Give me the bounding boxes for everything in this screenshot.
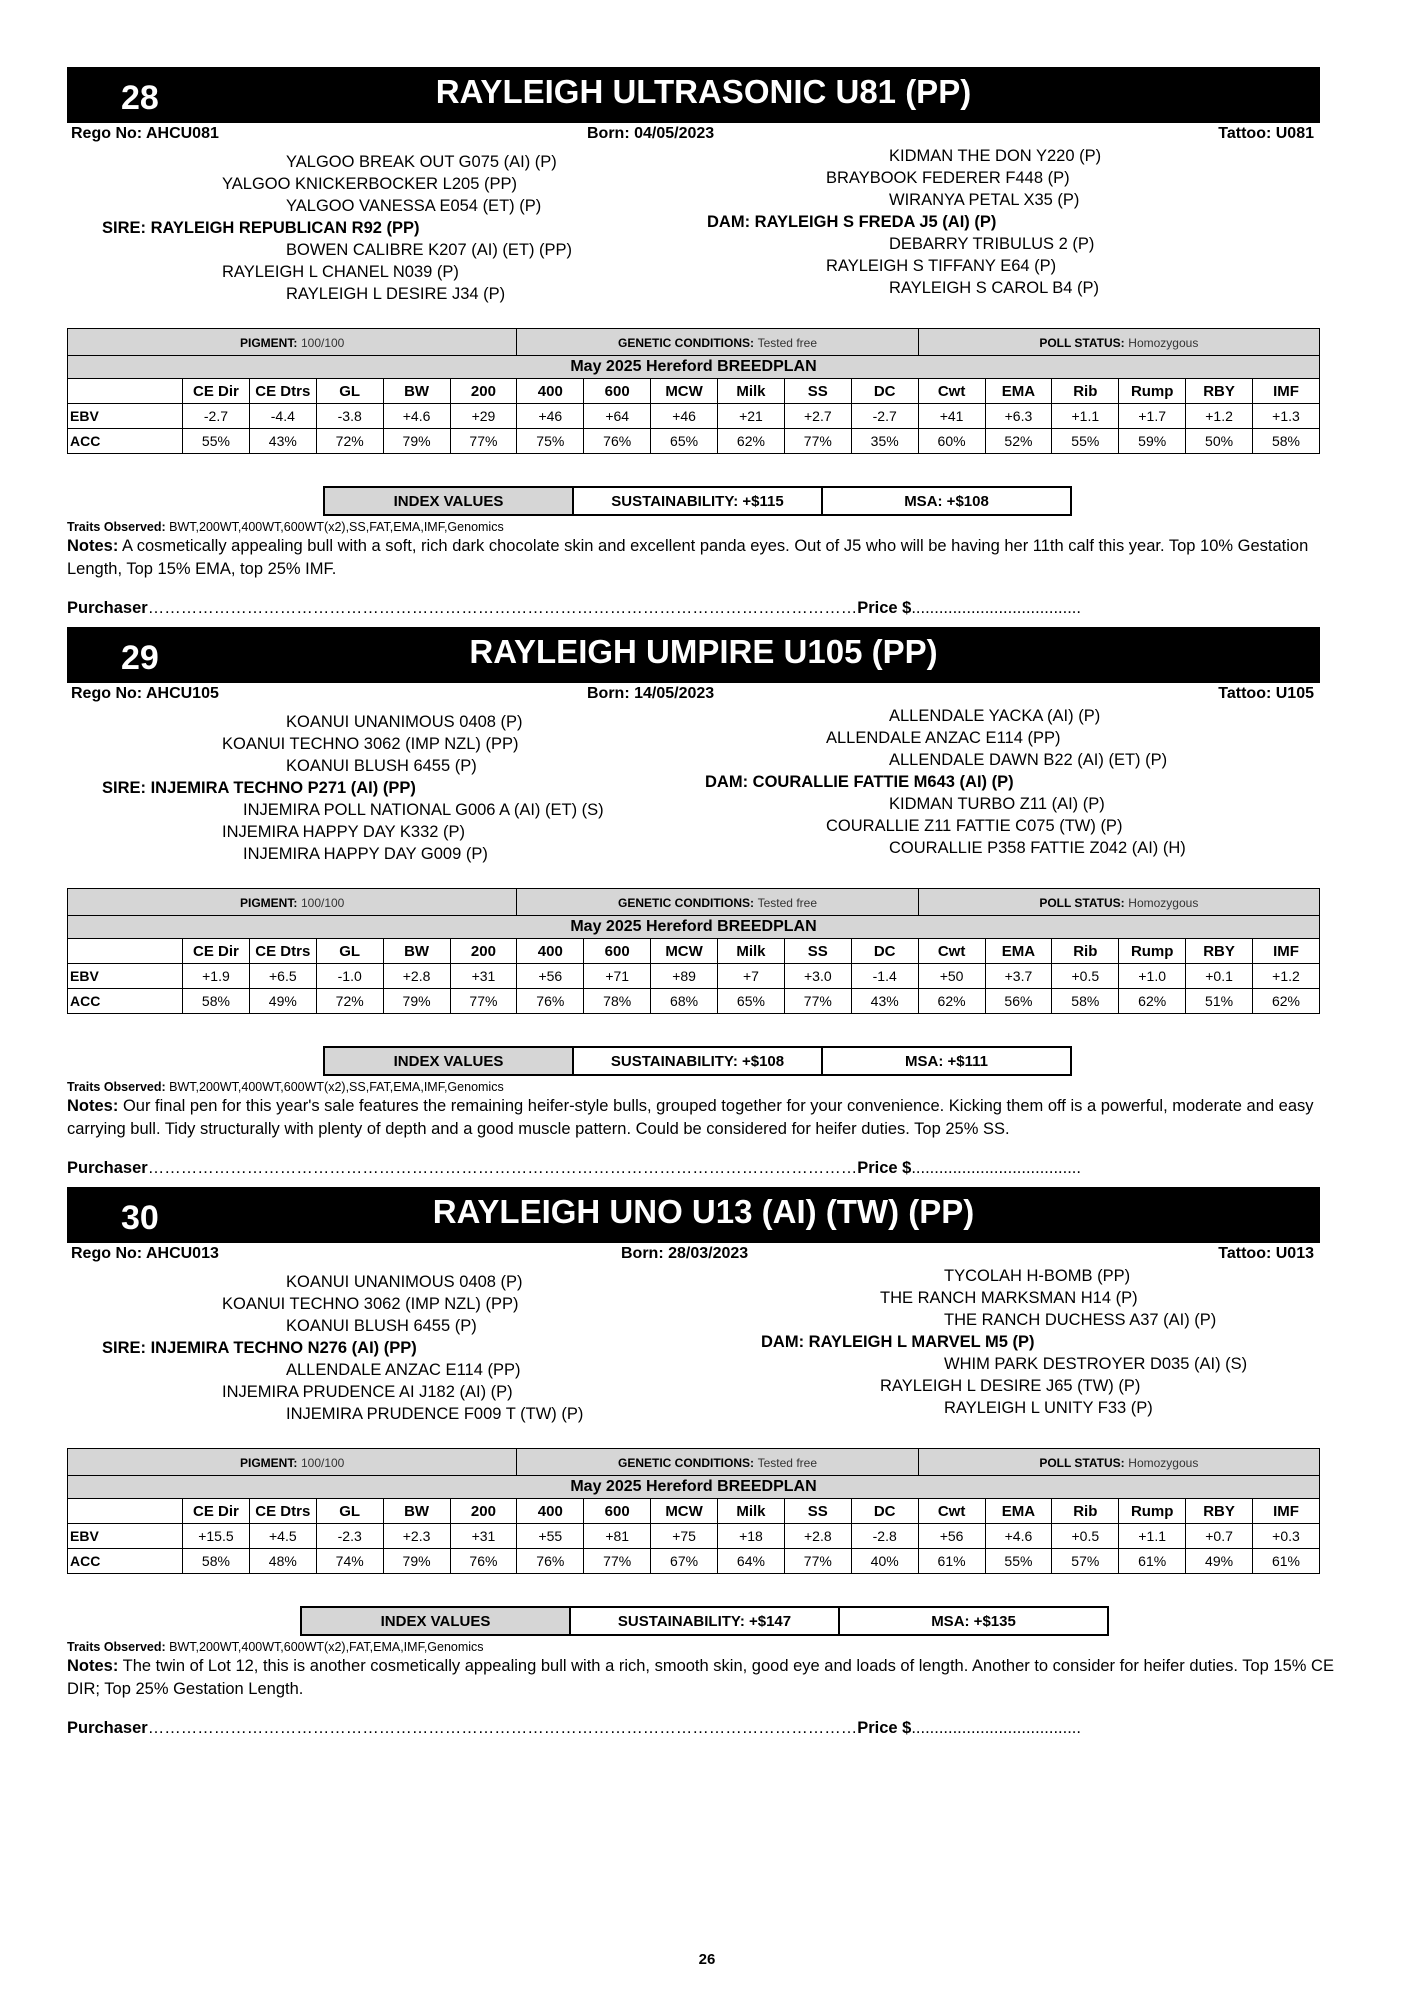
lot-30 [67, 1187, 1334, 1737]
traits-observed: Traits Observed: BWT,200WT,400WT,600WT(x2),SS,FAT,EMA,IMF,Genomics [67, 1080, 504, 1094]
lot-29 [67, 627, 1320, 1177]
breedplan-table [67, 1448, 1320, 1574]
sire-sire: KOANUI TECHNO 3062 (IMP NZL) (PP) [222, 1295, 519, 1313]
rego-number: Rego No: AHCU013 [71, 1245, 219, 1262]
id-row [67, 123, 1320, 145]
genetic-conditions-cell: GENETIC CONDITIONS: Tested free [517, 1449, 918, 1476]
index-values [323, 486, 1072, 516]
breedplan-title: May 2025 Hereford BREEDPLAN [68, 916, 1320, 939]
sire: SIRE: RAYLEIGH REPUBLICAN R92 (PP) [102, 219, 420, 237]
ebv-columns-row: CE Dir CE Dtrs GL BW 200 400 600 MCW Milk SS DC Cwt EMA Rib Rump RBY IMF [68, 379, 1320, 404]
dam-sire-dam: ALLENDALE DAWN B22 (AI) (ET) (P) [889, 751, 1168, 769]
purchaser-line: Purchaser…………………………………………………………………………………………………………………Price $..................................... [67, 1159, 1081, 1177]
pedigree [67, 705, 1320, 895]
dam-sire-sire: ALLENDALE YACKA (AI) (P) [889, 707, 1101, 725]
sire-sire: YALGOO KNICKERBOCKER L205 (PP) [222, 175, 517, 193]
sustainability-index: SUSTAINABILITY: +$108 [573, 1047, 822, 1075]
notes: Notes: The twin of Lot 12, this is another cosmetically appealing bull with a rich, smooth skin, good eye and loads of length. Another to consider for heifer duties. Top 15% CE DIR; Top 25% Gestation Length. [67, 1657, 1334, 1698]
purchaser-line: Purchaser…………………………………………………………………………………………………………………Price $..................................... [67, 599, 1081, 617]
rego-number: Rego No: AHCU081 [71, 125, 219, 142]
index-values [300, 1606, 1109, 1636]
lot-banner [67, 67, 1320, 123]
dam-sire: THE RANCH MARKSMAN H14 (P) [880, 1289, 1138, 1307]
traits-observed: Traits Observed: BWT,200WT,400WT,600WT(x2),FAT,EMA,IMF,Genomics [67, 1640, 484, 1654]
sire-sire-sire: YALGOO BREAK OUT G075 (AI) (P) [286, 153, 557, 171]
poll-status-cell: POLL STATUS: Homozygous [918, 889, 1319, 916]
ebv-row: EBV +1.9 +6.5 -1.0 +2.8 +31 +56 +71 +89 +7 +3.0 -1.4 +50 +3.7 +0.5 +1.0 +0.1 +1.2 [68, 964, 1320, 989]
pedigree [67, 1265, 1320, 1455]
sire-dam-sire: BOWEN CALIBRE K207 (AI) (ET) (PP) [286, 241, 573, 259]
dam-sire-sire: KIDMAN THE DON Y220 (P) [889, 147, 1102, 165]
sire-sire-sire: KOANUI UNANIMOUS 0408 (P) [286, 1273, 523, 1291]
genetic-conditions-cell: GENETIC CONDITIONS: Tested free [517, 889, 918, 916]
sire: SIRE: INJEMIRA TECHNO P271 (AI) (PP) [102, 779, 416, 797]
poll-status-cell: POLL STATUS: Homozygous [918, 1449, 1319, 1476]
sire-sire-dam: KOANUI BLUSH 6455 (P) [286, 1317, 477, 1335]
poll-status-cell: POLL STATUS: Homozygous [918, 329, 1319, 356]
lot-number: 28 [121, 79, 159, 117]
rego-number: Rego No: AHCU105 [71, 685, 219, 702]
dam: DAM: RAYLEIGH S FREDA J5 (AI) (P) [707, 213, 997, 231]
index-values [323, 1046, 1072, 1076]
sire: SIRE: INJEMIRA TECHNO N276 (AI) (PP) [102, 1339, 417, 1357]
acc-row: ACC 58% 49% 72% 79% 77% 76% 78% 68% 65% 77% 43% 62% 56% 58% 62% 51% 62% [68, 989, 1320, 1014]
dam-dam: RAYLEIGH L DESIRE J65 (TW) (P) [880, 1377, 1141, 1395]
lot-number: 30 [121, 1199, 159, 1237]
pigment-cell: PIGMENT: 100/100 [68, 1449, 517, 1476]
dam-dam-dam: RAYLEIGH S CAROL B4 (P) [889, 279, 1099, 297]
breedplan-table [67, 328, 1320, 454]
sire-dam: INJEMIRA PRUDENCE AI J182 (AI) (P) [222, 1383, 513, 1401]
index-values-label: INDEX VALUES [324, 487, 573, 515]
dam-dam: RAYLEIGH S TIFFANY E64 (P) [826, 257, 1057, 275]
dam-sire-dam: THE RANCH DUCHESS A37 (AI) (P) [944, 1311, 1217, 1329]
sire-dam-sire: INJEMIRA POLL NATIONAL G006 A (AI) (ET) (S) [243, 801, 604, 819]
ebv-row: EBV +15.5 +4.5 -2.3 +2.3 +31 +55 +81 +75 +18 +2.8 -2.8 +56 +4.6 +0.5 +1.1 +0.7 +0.3 [68, 1524, 1320, 1549]
notes: Notes: A cosmetically appealing bull with a soft, rich dark chocolate skin and excellent panda eyes. Out of J5 who will be having her 11th calf this year. Top 10% Gestation Length, Top 15% EMA, top 25% IMF. [67, 537, 1309, 578]
dam-sire: ALLENDALE ANZAC E114 (PP) [826, 729, 1061, 747]
breedplan-table [67, 888, 1320, 1014]
tattoo: Tattoo: U081 [1218, 125, 1314, 142]
tattoo: Tattoo: U013 [1218, 1245, 1314, 1262]
dam-dam-sire: KIDMAN TURBO Z11 (AI) (P) [889, 795, 1105, 813]
ebv-row: EBV -2.7 -4.4 -3.8 +4.6 +29 +46 +64 +46 +21 +2.7 -2.7 +41 +6.3 +1.1 +1.7 +1.2 +1.3 [68, 404, 1320, 429]
acc-row: ACC 58% 48% 74% 79% 76% 76% 77% 67% 64% 77% 40% 61% 55% 57% 61% 49% 61% [68, 1549, 1320, 1574]
id-row [67, 1243, 1320, 1265]
page-number: 26 [698, 1951, 716, 1968]
birth-date: Born: 04/05/2023 [587, 125, 715, 142]
lot-banner [67, 1187, 1320, 1243]
sustainability-index: SUSTAINABILITY: +$147 [570, 1607, 839, 1635]
ebv-columns-row: CE Dir CE Dtrs GL BW 200 400 600 MCW Milk SS DC Cwt EMA Rib Rump RBY IMF [68, 1499, 1320, 1524]
genetic-conditions-cell: GENETIC CONDITIONS: Tested free [517, 329, 918, 356]
breedplan-title: May 2025 Hereford BREEDPLAN [68, 1476, 1320, 1499]
ebv-columns-row: CE Dir CE Dtrs GL BW 200 400 600 MCW Milk SS DC Cwt EMA Rib Rump RBY IMF [68, 939, 1320, 964]
sire-sire-sire: KOANUI UNANIMOUS 0408 (P) [286, 713, 523, 731]
dam-dam: COURALLIE Z11 FATTIE C075 (TW) (P) [826, 817, 1123, 835]
dam-dam-dam: COURALLIE P358 FATTIE Z042 (AI) (H) [889, 839, 1186, 857]
dam-sire: BRAYBOOK FEDERER F448 (P) [826, 169, 1070, 187]
dam: DAM: RAYLEIGH L MARVEL M5 (P) [761, 1333, 1035, 1351]
birth-date: Born: 28/03/2023 [621, 1245, 749, 1262]
tattoo: Tattoo: U105 [1218, 685, 1314, 702]
sire-dam: INJEMIRA HAPPY DAY K332 (P) [222, 823, 466, 841]
sire-dam-dam: INJEMIRA PRUDENCE F009 T (TW) (P) [286, 1405, 584, 1423]
dam-dam-dam: RAYLEIGH L UNITY F33 (P) [944, 1399, 1153, 1417]
msa-index: MSA: +$135 [839, 1607, 1108, 1635]
lot-name: RAYLEIGH UNO U13 (AI) (TW) (PP) [432, 1193, 975, 1230]
purchaser-line: Purchaser…………………………………………………………………………………………………………………Price $..................................... [67, 1719, 1081, 1737]
dam-sire-sire: TYCOLAH H-BOMB (PP) [944, 1267, 1131, 1285]
sire-sire-dam: YALGOO VANESSA E054 (ET) (P) [286, 197, 542, 215]
sire-dam-dam: RAYLEIGH L DESIRE J34 (P) [286, 285, 506, 303]
lot-name: RAYLEIGH ULTRASONIC U81 (PP) [435, 73, 972, 110]
pedigree [67, 145, 1320, 335]
lot-name: RAYLEIGH UMPIRE U105 (PP) [469, 633, 938, 670]
sire-dam-dam: INJEMIRA HAPPY DAY G009 (P) [243, 845, 488, 863]
pigment-cell: PIGMENT: 100/100 [68, 889, 517, 916]
dam: DAM: COURALLIE FATTIE M643 (AI) (P) [705, 773, 1014, 791]
dam-dam-sire: DEBARRY TRIBULUS 2 (P) [889, 235, 1095, 253]
msa-index: MSA: +$108 [822, 487, 1071, 515]
acc-row: ACC 55% 43% 72% 79% 77% 75% 76% 65% 62% 77% 35% 60% 52% 55% 59% 50% 58% [68, 429, 1320, 454]
sire-dam: RAYLEIGH L CHANEL N039 (P) [222, 263, 459, 281]
notes: Notes: Our final pen for this year's sale features the remaining heifer-style bulls, grouped together for your convenience. Kicking them off is a powerful, moderate and easy carrying bull. Tidy structurally with plenty of depth and a good muscle pattern. Could be considered for heifer duties. Top 25% SS. [67, 1097, 1314, 1138]
dam-sire-dam: WIRANYA PETAL X35 (P) [889, 191, 1080, 209]
lot-number: 29 [121, 639, 159, 677]
id-row [67, 683, 1320, 705]
lot-banner [67, 627, 1320, 683]
lot-28 [67, 67, 1320, 617]
sire-sire-dam: KOANUI BLUSH 6455 (P) [286, 757, 477, 775]
breedplan-title: May 2025 Hereford BREEDPLAN [68, 356, 1320, 379]
dam-dam-sire: WHIM PARK DESTROYER D035 (AI) (S) [944, 1355, 1248, 1373]
birth-date: Born: 14/05/2023 [587, 685, 715, 702]
sire-dam-sire: ALLENDALE ANZAC E114 (PP) [286, 1361, 521, 1379]
msa-index: MSA: +$111 [822, 1047, 1071, 1075]
index-values-label: INDEX VALUES [301, 1607, 570, 1635]
index-values-label: INDEX VALUES [324, 1047, 573, 1075]
pigment-cell: PIGMENT: 100/100 [68, 329, 517, 356]
sire-sire: KOANUI TECHNO 3062 (IMP NZL) (PP) [222, 735, 519, 753]
sustainability-index: SUSTAINABILITY: +$115 [573, 487, 822, 515]
traits-observed: Traits Observed: BWT,200WT,400WT,600WT(x2),SS,FAT,EMA,IMF,Genomics [67, 520, 504, 534]
